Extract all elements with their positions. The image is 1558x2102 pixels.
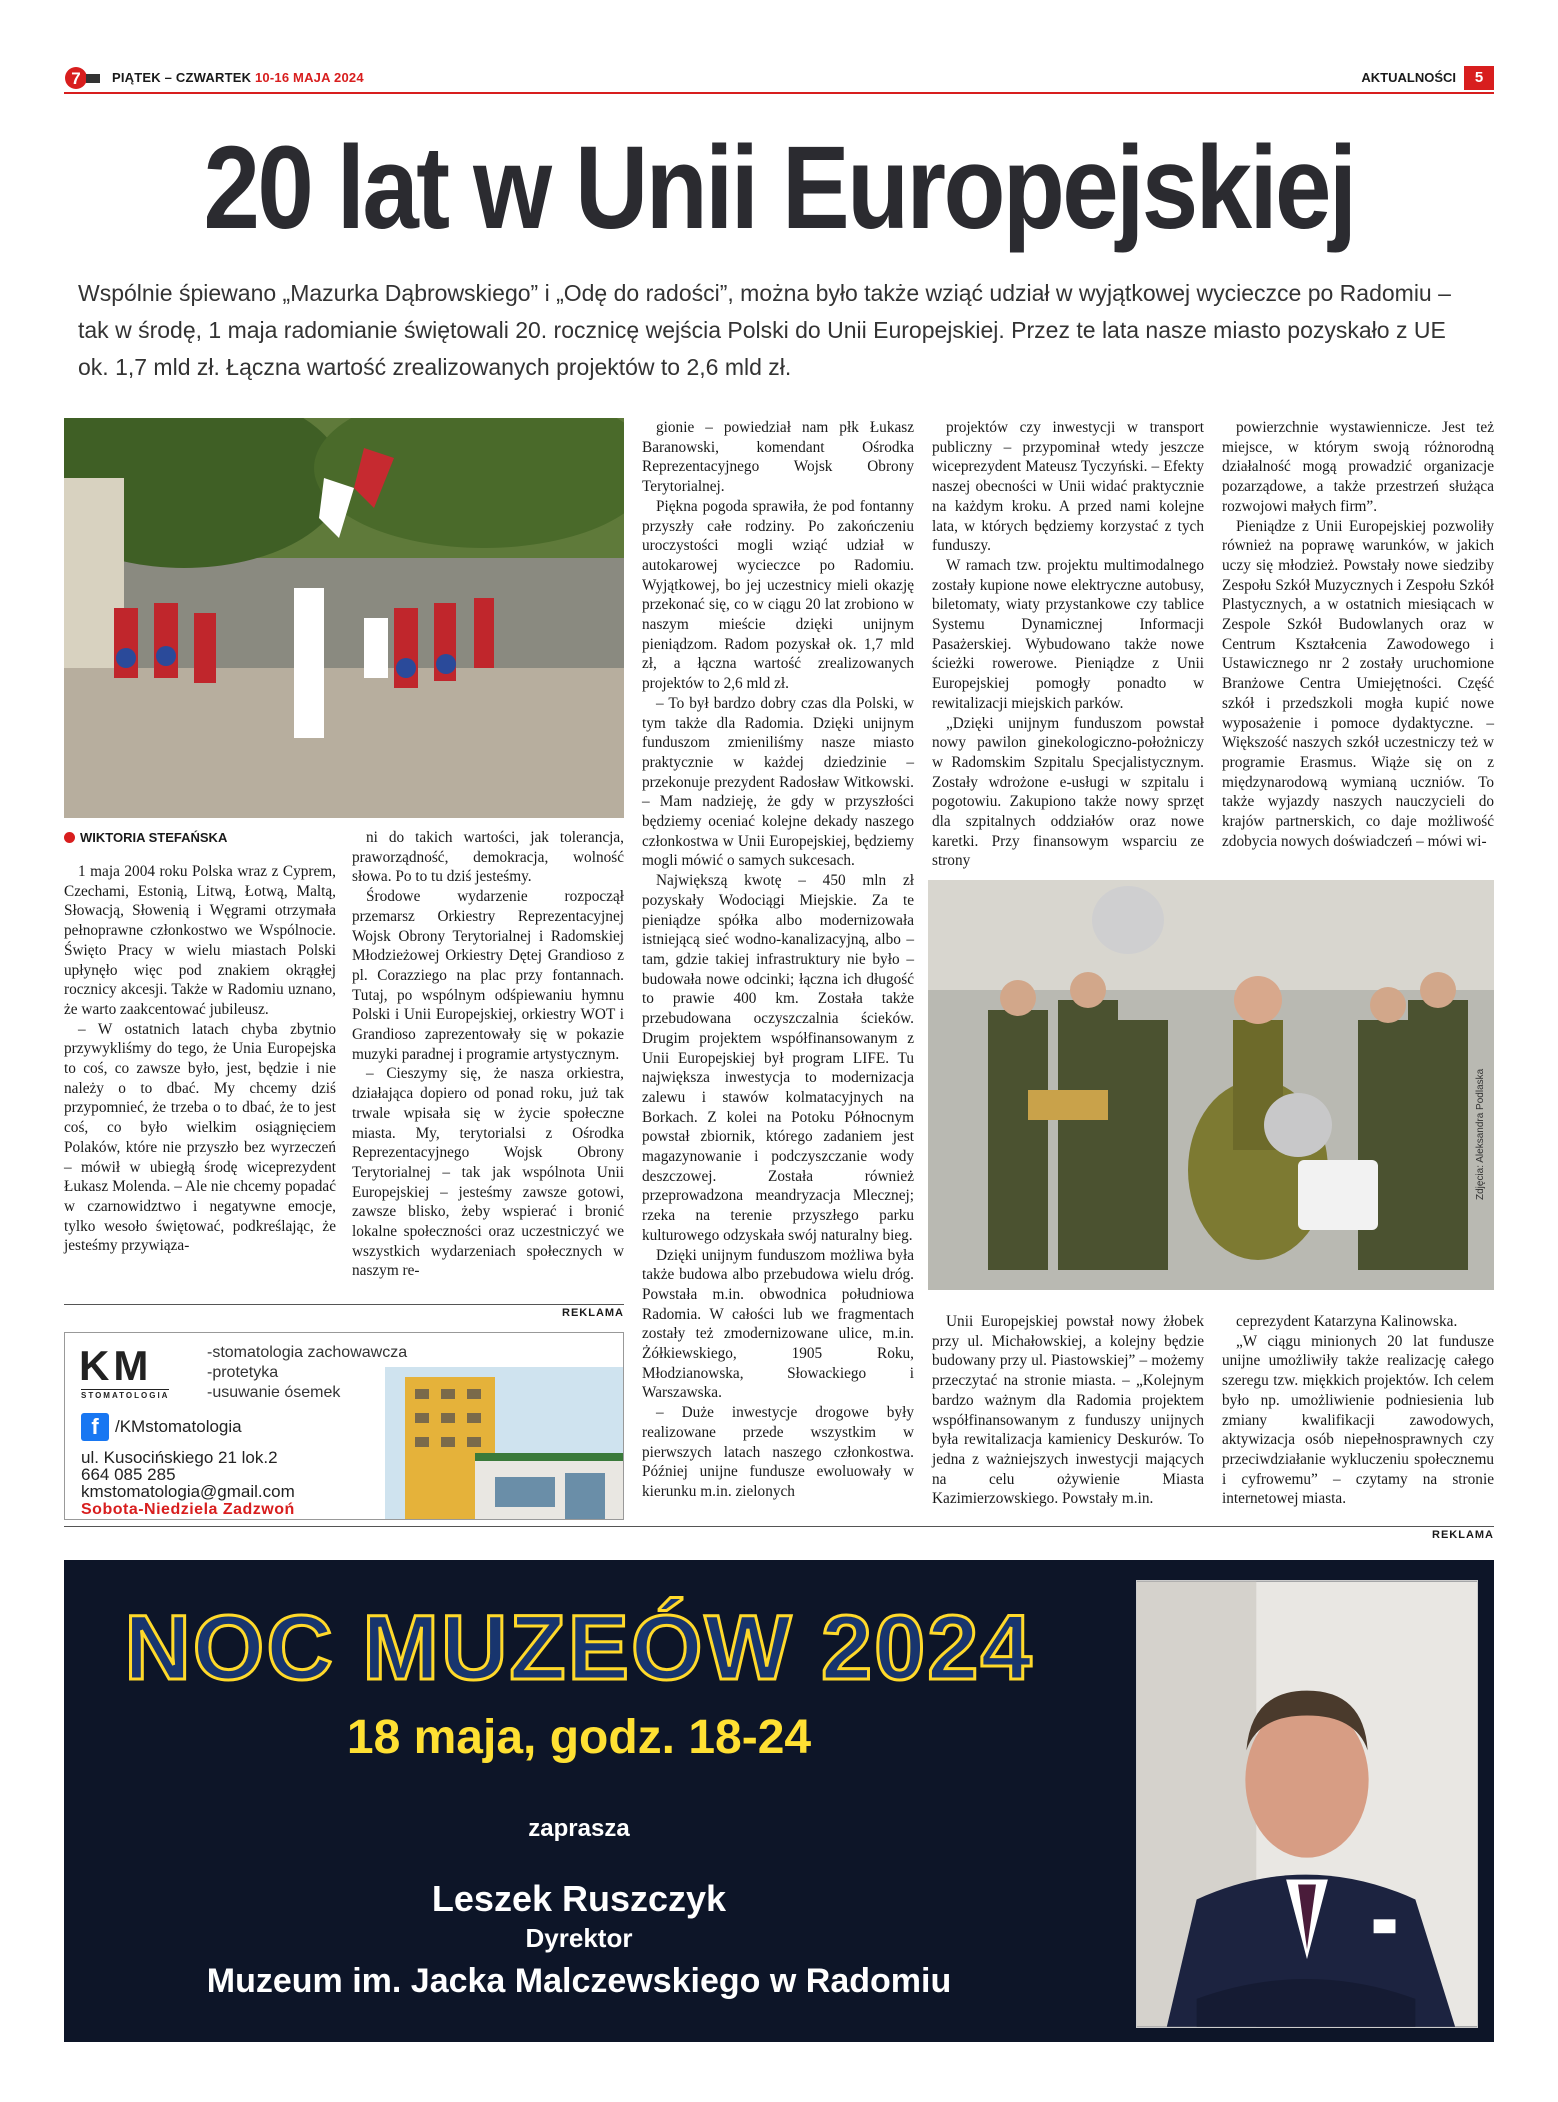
article-headline: 20 lat w Unii Europejskiej [203,122,1355,254]
paragraph: powierzchnie wystawiennicze. Jest też miejsce, w którym swoją różnorodną działalność mogą prowadzić organizacje pozarządowe, a także przestrzeń służąca rozwojowi małych firm”. [1222,419,1494,515]
facebook-icon: f [81,1413,109,1441]
paragraph: Dzięki unijnym funduszom możliwa była także budowa albo przebudowa wielu dróg. Powstała m.in. obwodnica południowa Radomia. W całości lub we fragmentach zostały też zmodernizowane ulice, m.in. Żółkiewskiego, 1905 Roku, Młodzianowska, Słowackiego i Warszawska. [642,1246,914,1402]
header-rule [64,92,1494,94]
director-role: Dyrektor [525,1923,633,1953]
km-stomatologia-ad[interactable] [64,1332,624,1520]
article-column-1 [64,862,336,1256]
km-logo-subtitle: STOMATOLOGIA [81,1391,170,1400]
byline [64,830,227,845]
issue-date [112,70,364,85]
service-item: -stomatologia zachowawcza [207,1344,408,1361]
paragraph: „Dzięki unijnym funduszom powstał nowy pawilon ginekologiczno-położniczy w Radomskim Szpitalu Specjalistycznym. Zostały wdrożone e-usługi w szpitalu i pogotowiu. Zakupiono także nowy sprzęt dla szpitalnych oddziałów oraz nowe karetki. Przy finansowym wsparciu ze strony [932,714,1204,870]
article-column-4-continued [932,1312,1204,1509]
director-portrait [1136,1580,1478,2028]
article-column-2 [352,828,624,1281]
km-address: ul. Kusocińskiego 21 lok.2 [81,1448,278,1467]
newspaper-logo-icon [64,66,100,90]
page-header [64,66,1494,90]
article-lead: Wspólnie śpiewano „Mazurka Dąbrowskiego” i „Odę do radości”, można było także wziąć udział w wyjątkowej wycieczce po Radomiu – tak w środę, 1 maja radomianie świętowali 20. rocznicę wejścia Polski do Unii Europejskiej. Przez te lata nasze miasto pozyskało z UE ok. 1,7 mld zł. Łączna wartość zrealizowanych projektów to 2,6 mld zł. [78,280,1451,380]
paragraph: Środowe wydarzenie rozpoczął przemarsz Orkiestry Reprezentacyjnej Wojsk Obrony Terytorialnej i Radomskiej Młodzieżowej Orkiestry Dętej Grandioso z pl. Corazziego na plac przy fontannach. Tutaj, po wspólnym odśpiewaniu hymnu Polski i Unii Europejskiej, orkiestry WOT i Grandioso zaprezentowały się w pokazie muzyki paradnej i programie artystycznym. [352,888,624,1063]
noc-muzeow-ad[interactable] [64,1560,1494,2042]
paragraph: Pieniądze z Unii Europejskiej pozwoliły również na poprawę warunków, w jakich uczy się młodzież. Powstały nowe siedziby Zespołu Szkół Muzycznych i Zespołu Szkół Plastycznych, a w ostatnich miesiącach w Zespole Szkół Budowlanych oraz w Centrum Kształcenia Zawodowego i Ustawicznego nr 2 zostały uruchomione Branżowe Centra Umiejętności. Część szkół i przedszkoli mogła kupić nowe wyposażenie i pomoce dydaktyczne. – Większość naszych szkół uczestniczy też w programie Erasmus. Wiąże się on z międzynarodową wymianą uczniów. To także wyjazdy naszych nauczycieli do krajów partnerskich, co daje możliwość zdobycia nowych doświadczeń – mówi wi- [1222,517,1494,850]
svg-text:7: 7 [71,69,81,88]
paragraph: – W ostatnich latach chyba zbytnio przywykliśmy do tego, że Unia Europejska to coś, co zawsze było, jest, będzie i nie należy o to dbać. My chcemy dziś przypomnieć, że trzeba o to dbać, że to jest coś, co było wielkim osiągnięciem Polaków, które nie przyszło bez wyrzeczeń – mówił w ubiegłą środę wiceprezydent Łukasz Molenda. – Ale nie chcemy popadać w czarnowidztwo i negatywne emocje, tylko wesoło świętować, podkreślając, że jesteśmy przywiąza- [64,1020,336,1255]
paragraph: Unii Europejskiej powstał nowy żłobek przy ul. Michałowskiej, a kolejny będzie budowany przy ul. Piastowskiej” – możemy przeczytać na stronie miasta. – „Kolejnym bardzo ważnym dla Radomia projektem współfinansowanym z funduszy unijnych była rewitalizacja kamienicy Deskurów. To jedna z ważniejszych inwestycji mających na celu ożywienie Miasta Kazimierzowskiego. Powstały m.in. [932,1313,1204,1508]
article-column-3 [642,418,914,1502]
facebook-link[interactable] [81,1413,242,1441]
article-column-5 [1222,418,1494,851]
noc-muzeow-date: 18 maja, godz. 18-24 [346,1711,812,1764]
majorette-photo [928,880,1494,1290]
noc-invite: zaprasza [528,1815,630,1842]
km-hours: Sobota-Niedziela Zadzwoń [81,1501,295,1518]
photo-credit: Zdjęcia: Aleksandra Podlaska [1475,1068,1486,1200]
director-name: Leszek Ruszczyk [431,1878,727,1919]
service-item: -protetyka [207,1364,279,1381]
paragraph: Największą kwotę – 450 mln zł pozyskały Wodociągi Miejskie. Za te pieniądze spółka albo modernizowała istniejącą sieć wodno-kanalizacyjną, albo – tam, gdzie takiej infrastruktury nie było – budowała nowe odcinki; łączna ich długość to prawie 400 km. Została także przebudowana oczyszczalnia ścieków. Drugim projektem współfinansowanym z Unii Europejskiej był program LIFE. Tu największa inwestycja to modernizacja zalewu i stawów kolmatacyjnych na Borkach. Z kolei na Potoku Północnym powstał zbiornik, którego zadaniem jest magazynowanie i podczyszczanie wody deszczowej. Została również przeprowadzona meandryzacja Mlecznej; rzeka na terenie przyszłego parku kulturowego odzyskała swój naturalny bieg. [642,872,914,1244]
paragraph: – Cieszymy się, że nasza orkiestra, działająca dopiero od ponad roku, już tak trwale wpisała się w życie społeczne miasta. My, terytorialsi z Ośrodka Reprezentacyjnego Wojsk Obrony Terytorialnej – tak jak wspólnota Unii Europejskiej – jesteśmy zawsze gotowi, zawsze blisko, żeby wspierać i bronić lokalne społeczności oraz uczestniczyć we wszystkich wydarzeniach społecznych w naszym re- [352,1065,624,1280]
km-phone[interactable]: 664 085 285 [81,1465,176,1484]
facebook-handle: /KMstomatologia [115,1417,242,1436]
km-services [207,1343,407,1403]
clinic-building-image [385,1367,624,1520]
paragraph: „W ciągu minionych 20 lat fundusze unijne umożliwiły także realizację całego szeregu tzw. miękkich projektów. Ich celem było np. umożliwienie podniesienia lub zmiany kwalifikacji zawodowych, aktywizacja osób niepełnosprawnych czy przeciwdziałanie wykluczeniu społecznemu i cyfrowemu” – czytamy na stronie internetowej miasta. [1222,1332,1494,1508]
parade-photo [64,418,624,818]
noc-muzeow-title: NOC MUZEÓW 2024 [124,1597,1034,1699]
paragraph: – To był bardzo dobry czas dla Polski, w tym także dla Radomia. Dzięki unijnym funduszom zmieniliśmy nasze miasto praktycznie w każdej dziedzinie – przekonuje prezydent Radosław Witkowski. – Mam nadzieję, że gdy w przyszłości będziemy oceniać kolejne dekady naszego członkostwa w Unii Europejskiej, będziemy mogli mówić o samych sukcesach. [642,694,914,870]
article-column-5-continued [1222,1312,1494,1509]
paragraph: Piękna pogoda sprawiła, że pod fontanny przyszły całe rodziny. Po zakończeniu uroczystości mogli wziąć udział w autokarowej wycieczce po Radomiu. Wyjątkowej, bo jej uczestnicy mieli okazję przekonać się, co w ciągu 20 lat zrobiono w naszym mieście dzięki unijnym pieniądzom. Radom pozyskał ok. 1,7 mld zł, a łączna wartość zrealizowanych projektów to 2,6 mld zł. [642,497,914,693]
reklama-label: REKLAMA [64,1304,624,1319]
article-column-4 [932,418,1204,871]
reklama-label: REKLAMA [64,1526,1494,1541]
service-item: -usuwanie ósemek [207,1384,341,1401]
km-email[interactable]: kmstomatologia@gmail.com [81,1482,295,1501]
museum-name: Muzeum im. Jacka Malczewskiego w Radomiu [206,1962,952,2000]
paragraph: gionie – powiedział nam płk Łukasz Baranowski, komendant Ośrodka Reprezentacyjnego Wojsk Obrony Terytorialnej. [642,419,914,496]
paragraph: projektów czy inwestycji w transport publiczny – przypominał wtedy jeszcze wiceprezydent Mateusz Tyczyński. – Efekty naszej obecności w Unii widać praktycznie na każdym kroku. A przed nami kolejne lata, w których będziemy korzystać z tych funduszy. [932,419,1204,555]
section-name: AKTUALNOŚCI [1361,70,1456,85]
paragraph: ni do takich wartości, jak tolerancja, praworządność, demokracja, wolność słowa. Po to tu dziś jesteśmy. [352,829,624,886]
paragraph: ceprezydent Katarzyna Kalinowska. [1236,1313,1458,1330]
paragraph: W ramach tzw. projektu multimodalnego zostały kupione nowe elektryczne autobusy, biletomaty, wiaty przystankowe czy tablice Systemu Dynamicznej Informacji Pasażerskiej. Wybudowano także nowe ścieżki rowerowe. Pieniądze z Unii Europejskiej pomogły ponadto w rewitalizacji miejskich parków. [932,556,1204,712]
km-logo: KM [79,1342,153,1389]
km-contact [81,1449,295,1519]
paragraph: 1 maja 2004 roku Polska wraz z Cyprem, Czechami, Estonią, Litwą, Łotwą, Maltą, Słowacją, Słowenią i Węgrami otrzymała pełnoprawne członkostwo we Wspólnocie. Święto Pracy w wielu miastach Polski upłynęło więc pod znakiem okrągłej rocznicy akcesji. Także w Radomiu uznano, że warto zaakcentować jubileusz. [64,863,336,1018]
issue-days: PIĄTEK – CZWARTEK [112,70,252,85]
paragraph: – Duże inwestycje drogowe były realizowane przede wszystkim w pierwszych latach naszego członkostwa. Później unijne fundusze ewoluowały w kierunku m.in. zielonych [642,1404,914,1500]
author-name: WIKTORIA STEFAŃSKA [80,830,228,845]
byline-dot-icon [64,832,75,843]
issue-dates: 10-16 MAJA 2024 [255,70,364,85]
page-number: 5 [1464,66,1494,90]
